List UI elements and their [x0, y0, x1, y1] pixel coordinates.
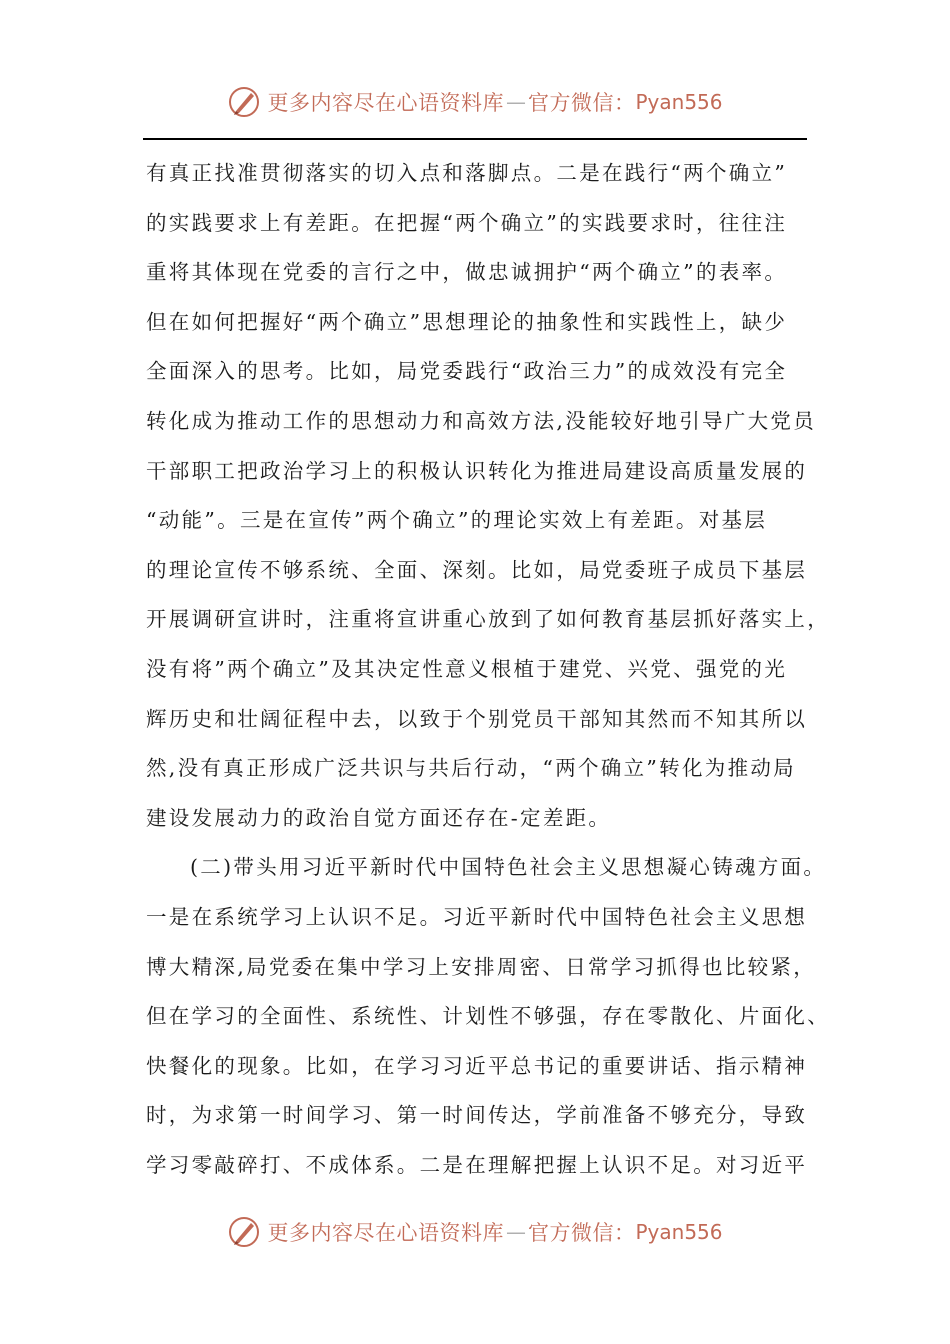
banner-wechat-label: 官方微信：: [527, 1221, 636, 1245]
text-line: 然,没有真正形成广泛共识与共后行动，“两个确立”转化为推动局: [146, 756, 796, 781]
text-line: 没有将”两个确立”及其决定性意义根植于建党、兴党、强党的光: [146, 656, 788, 681]
text-line: 学习零敲碎打、不成体系。二是在理解把握上认识不足。对习近平: [146, 1152, 808, 1177]
text-line: 重将其体现在党委的言行之中，做忠诚拥护“两个确立”的表率。: [146, 260, 788, 285]
text-line: 的实践要求上有差距。在把握“两个确立”的实践要求时，往往注: [146, 210, 788, 235]
text-line: 快餐化的现象。比如，在学习习近平总书记的重要讲话、指示精神: [146, 1053, 808, 1078]
text-line: “动能”。三是在宣传”两个确立”的理论实效上有差距。对基层: [146, 508, 768, 533]
text-line: 干部职工把政治学习上的积极认识转化为推进局建设高质量发展的: [146, 458, 808, 483]
text-line: 辉历史和壮阔征程中去，以致于个别党员干部知其然而不知其所以: [146, 706, 808, 731]
banner-dash: —: [505, 1220, 526, 1244]
banner-title: 更多内容尽在心语资料库: [267, 1221, 504, 1245]
text-line: 但在学习的全面性、系统性、计划性不够强，存在零散化、片面化、: [146, 1004, 830, 1029]
header-divider: [143, 138, 807, 140]
banner-title: 更多内容尽在心语资料库: [267, 91, 504, 115]
banner-dash: —: [505, 90, 526, 114]
text-line: 建设发展动力的政治自觉方面还存在-定差距。: [146, 805, 612, 830]
footer-banner: [0, 1212, 950, 1252]
header-banner: [0, 82, 950, 122]
text-line: 开展调研宣讲时，注重将宣讲重心放到了如何教育基层抓好落实上，: [146, 607, 830, 632]
text-line: 的理论宣传不够系统、全面、深刻。比如，局党委班子成员下基层: [146, 557, 808, 582]
banner-wechat-id: Pyan556: [635, 1220, 723, 1244]
text-line: 一是在系统学习上认识不足。习近平新时代中国特色社会主义思想: [146, 904, 808, 929]
text-line: 博大精深,局党委在集中学习上安排周密、日常学习抓得也比较紧，: [146, 954, 817, 979]
text-line: 转化成为推动工作的思想动力和高效方法,没能较好地引导广大党员: [146, 408, 817, 433]
text-line: 全面深入的思考。比如，局党委践行“政治三力”的成效没有完全: [146, 359, 788, 384]
banner-wechat-label: 官方微信：: [527, 91, 636, 115]
section-heading-line: (二)带头用习近平新时代中国特色社会主义思想凝心铸魂方面。: [190, 855, 827, 880]
text-line: 有真正找准贯彻落实的切入点和落脚点。二是在践行“两个确立”: [146, 161, 788, 185]
text-line: 但在如何把握好“两个确立”思想理论的抽象性和实践性上，缺少: [146, 309, 788, 334]
text-line: 时，为求第一时间学习、第一时间传达，学前准备不够充分，导致: [146, 1103, 808, 1128]
banner-wechat-id: Pyan556: [635, 90, 723, 114]
quill-logo-icon: [227, 1215, 261, 1249]
quill-logo-icon: [227, 85, 261, 119]
document-body: [146, 149, 830, 1190]
